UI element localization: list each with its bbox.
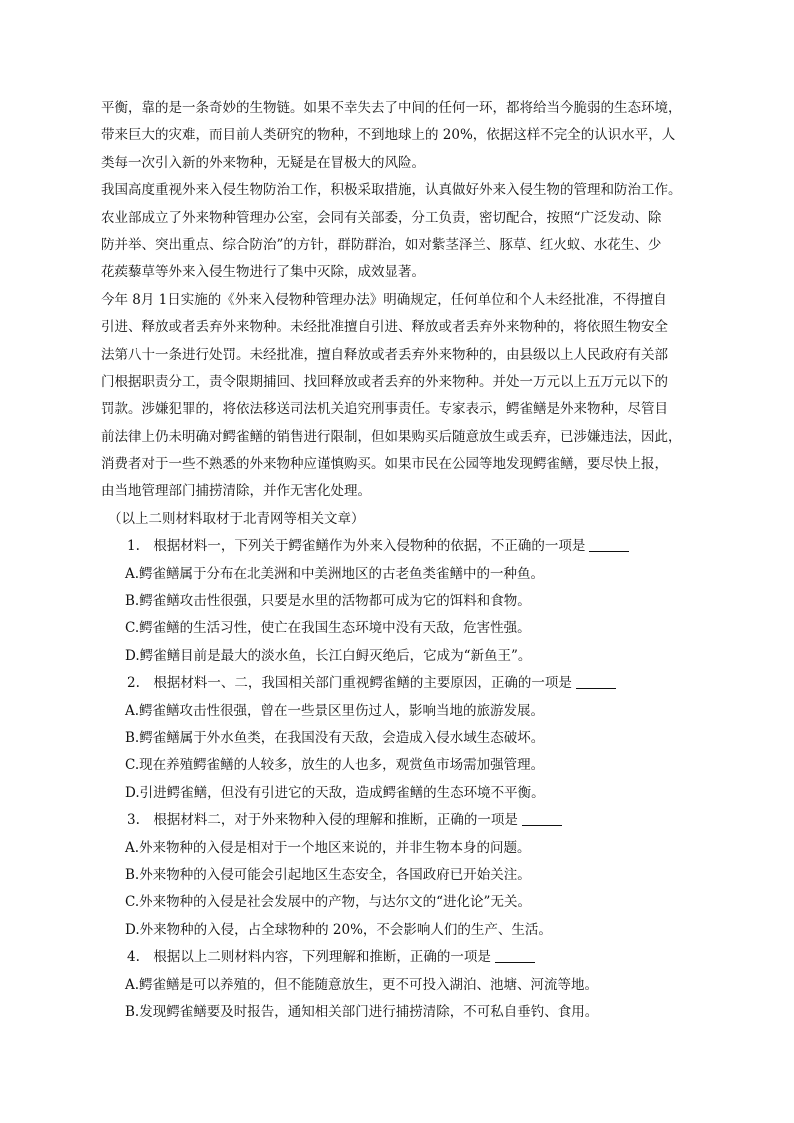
option-a: A.鳄雀鳝是可以养殖的，但不能随意放生，更不可投入湖泊、池塘、河流等地。 [125,976,599,993]
option-d: D.外来物种的入侵，占全球物种的 20%，不会影响人们的生产、生活。 [125,921,552,938]
answer-blank [495,948,535,963]
material-line: 平衡，靠的是一条奇妙的生物链。如果不幸失去了中间的任何一环，都将给当今脆弱的生态环境， [101,100,682,116]
option-d: D.引进鳄雀鳝，但没有引进它的天敌，造成鳄雀鳝的生态环境不平衡。 [125,784,545,801]
question-stem [101,533,711,560]
material-text [101,95,711,506]
answer-blank [576,674,616,689]
question-stem [101,807,711,834]
material-line: 防并举、突出重点、综合防治”的方针，群防群治，如对紫茎泽兰、豚草、红火蚁、水花生、少 [101,236,662,253]
question-stem-text: 2. 根据材料一、二，我国相关部门重视鳄雀鳝的主要原因，正确的一项是 [127,675,572,692]
material-line: 消费者对于一些不熟悉的外来物种应谨慎购买。如果市民在公园等地发现鳄雀鳝，要尽快上报， [101,456,668,473]
material-line: 门根据职责分工，责令限期捕回、找回释放或者丢弃的外来物种。并处一万元以上五万元以下的 [101,373,668,390]
option-d: D.鳄雀鳝目前是最大的淡水鱼，长江白鲟灭绝后，它成为“新鱼王”。 [125,647,532,664]
material-line: 我国高度重视外来入侵生物防治工作，积极采取措施，认真做好外来入侵生物的管理和防治工作。 [101,182,682,199]
material-line: 农业部成立了外来物种管理办公室，会同有关部委，分工负责，密切配合，按照“广泛发动、除 [101,209,662,226]
question-stem-text: 3. 根据材料二，对于外来物种入侵的理解和推断，正确的一项是 [127,812,518,829]
option-b: B.外来物种的入侵可能会引起地区生态安全，各国政府已开始关注。 [125,866,531,883]
question-4 [101,944,711,1026]
material-line: 引进、释放或者丢弃外来物种。未经批准擅自引进、释放或者丢弃外来物种的，将依照生物安全 [101,319,668,336]
answer-blank [522,811,562,826]
option-a: A.鳄雀鳝属于分布在北美洲和中美洲地区的古老鱼类雀鳝中的一种鱼。 [125,565,545,582]
question-stem-text: 1. 根据材料一，下列关于鳄雀鳝作为外来入侵物种的依据，不正确的一项是 [127,538,586,555]
option-c: C.外来物种的入侵是社会发展中的产物，与达尔文的“进化论”无关。 [125,894,531,911]
question-2 [101,670,711,807]
material-line: 由当地管理部门捕捞清除，并作无害化处理。 [101,483,371,500]
option-b: B.发现鳄雀鳝要及时报告，通知相关部门进行捕捞清除，不可私自垂钓、食用。 [125,1003,599,1020]
material-line: 法第八十一条进行处罚。未经批准，擅自释放或者丢弃外来物种的，由县级以上人民政府有关部 [101,346,668,363]
question-3 [101,807,711,944]
material-line: 类每一次引入新的外来物种，无疑是在冒极大的风险。 [101,154,425,171]
question-1 [101,533,711,670]
source-note: （以上二则材料取材于北青网等相关文章） [108,510,365,527]
option-c: C.现在养殖鳄雀鳝的人较多，放生的人也多，观赏鱼市场需加强管理。 [125,757,545,774]
question-stem [101,670,711,697]
material-line: 花蒺藜草等外来入侵生物进行了集中灭除，成效显著。 [101,264,425,281]
material-line: 带来巨大的灾难，而目前人类研究的物种，不到地球上的 20%，依据这样不完全的认识水平，人 [101,127,676,144]
option-a: A.外来物种的入侵是相对于一个地区来说的，并非生物本身的问题。 [125,839,531,856]
answer-blank [589,537,629,552]
option-c: C.鳄雀鳝的生活习性，使亡在我国生态环境中没有天敌，危害性强。 [125,620,531,637]
document-content [101,95,711,1026]
option-b: B.鳄雀鳝攻击性很强，只要是水里的活物都可成为它的饵料和食物。 [125,593,531,610]
option-b: B.鳄雀鳝属于外水鱼类，在我国没有天敌，会造成入侵水域生态破坏。 [125,729,545,746]
material-line: 今年 8月 1日实施的《外来入侵物种管理办法》明确规定，任何单位和个人未经批准，不得擅自 [101,291,667,308]
question-stem-text: 4. 根据以上二则材料内容，下列理解和推断，正确的一项是 [127,949,491,966]
option-a: A.鳄雀鳝攻击性很强，曾在一些景区里伤过人，影响当地的旅游发展。 [125,702,545,719]
material-line: 罚款。涉嫌犯罪的，将依法移送司法机关追究刑事责任。专家表示，鳄雀鳝是外来物种，尽管目 [101,401,668,418]
question-stem [101,944,711,971]
material-line: 前法律上仍未明确对鳄雀鳝的销售进行限制，但如果购买后随意放生或丢弃，已涉嫌违法，因此， [101,428,682,445]
